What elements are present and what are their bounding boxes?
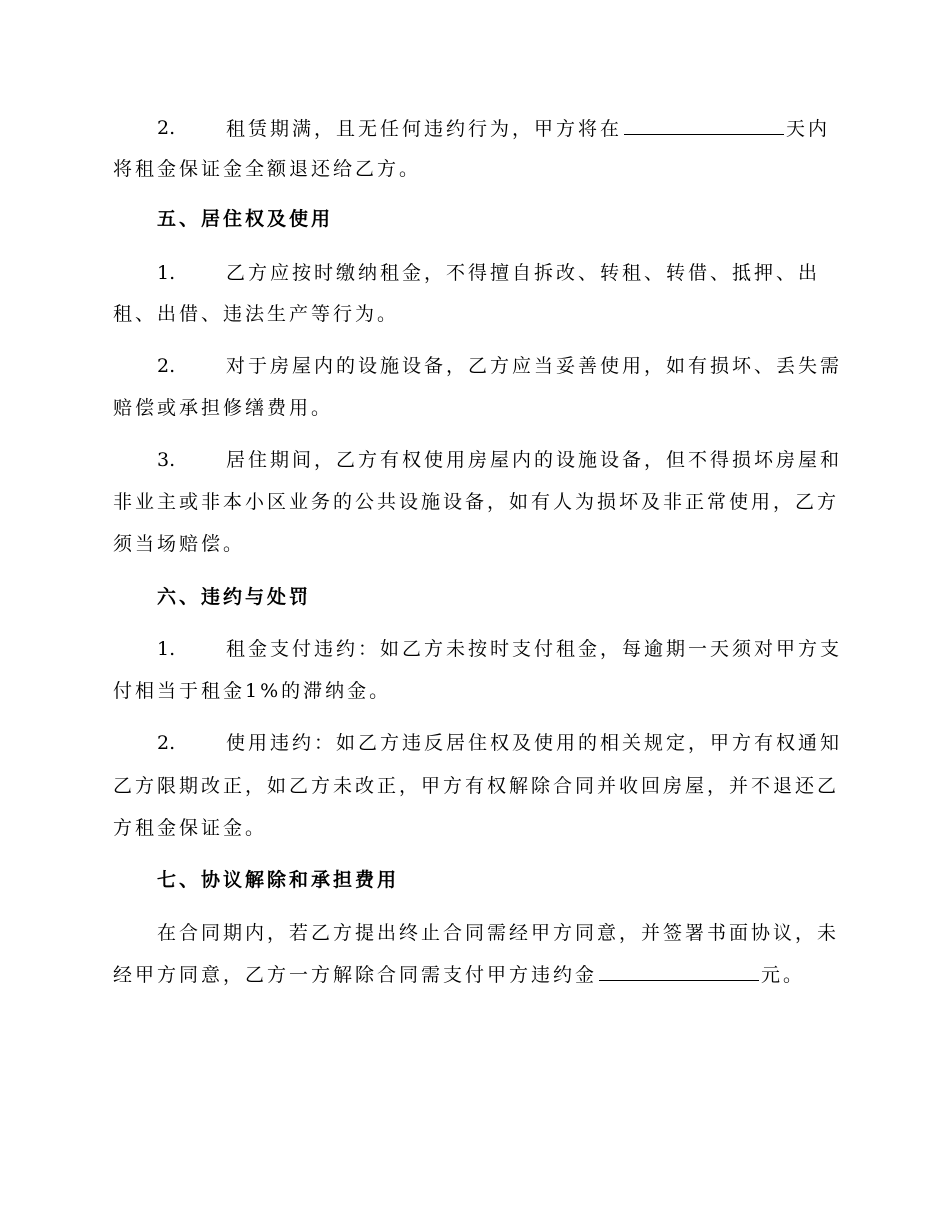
section-7-line-2-text: 经甲方同意，乙方一方解除合同需支付甲方违约金 元。 [113, 960, 805, 989]
fill-in-blank-days[interactable] [624, 114, 784, 135]
clause-number: 2. [157, 117, 176, 139]
clause-text: 租赁期满，且无任何违约行为，甲方将在 天内 [226, 114, 830, 143]
document-page: 2. 租赁期满，且无任何违约行为，甲方将在 天内 将租金保证金全额退还给乙方。 五、居住权及使用 1. 乙方应按时缴纳租金，不得擅自拆改、转租、转借、抵押、出 租、出借、违法生产等行为。 2. 对于房屋内的设施设备，乙方应当妥善使用，如有损坏、丢失需 赔偿或承担修缮费用。 3. 居住期间，乙方有权使用房屋内的设施设备，但不得损坏房屋和 非业主或非本小区业务的公共设施设备，如有人为损坏及非正常使用，乙方 须当场赔偿。 六、违约与处罚 1. 租金支付违约：如乙方未按时支付租金，每逾期一天须对甲方支 付相当于租金1%的滞纳金。 2. 使用违约：如乙方违反居住权及使用的相关规定，甲方有权通知 乙方限期改正，如乙方未改正，甲方有权解除合同并收回房屋，并不退还乙 方租金保证金。 七、协议解除和承担费用 在合同期内，若乙方提出终止合同需经甲方同意，并签署书面协议，未 经甲方同意，乙方一方解除合同需支付甲方违约金 元。 [0, 0, 950, 1230]
fill-in-blank-penalty[interactable] [599, 960, 759, 981]
